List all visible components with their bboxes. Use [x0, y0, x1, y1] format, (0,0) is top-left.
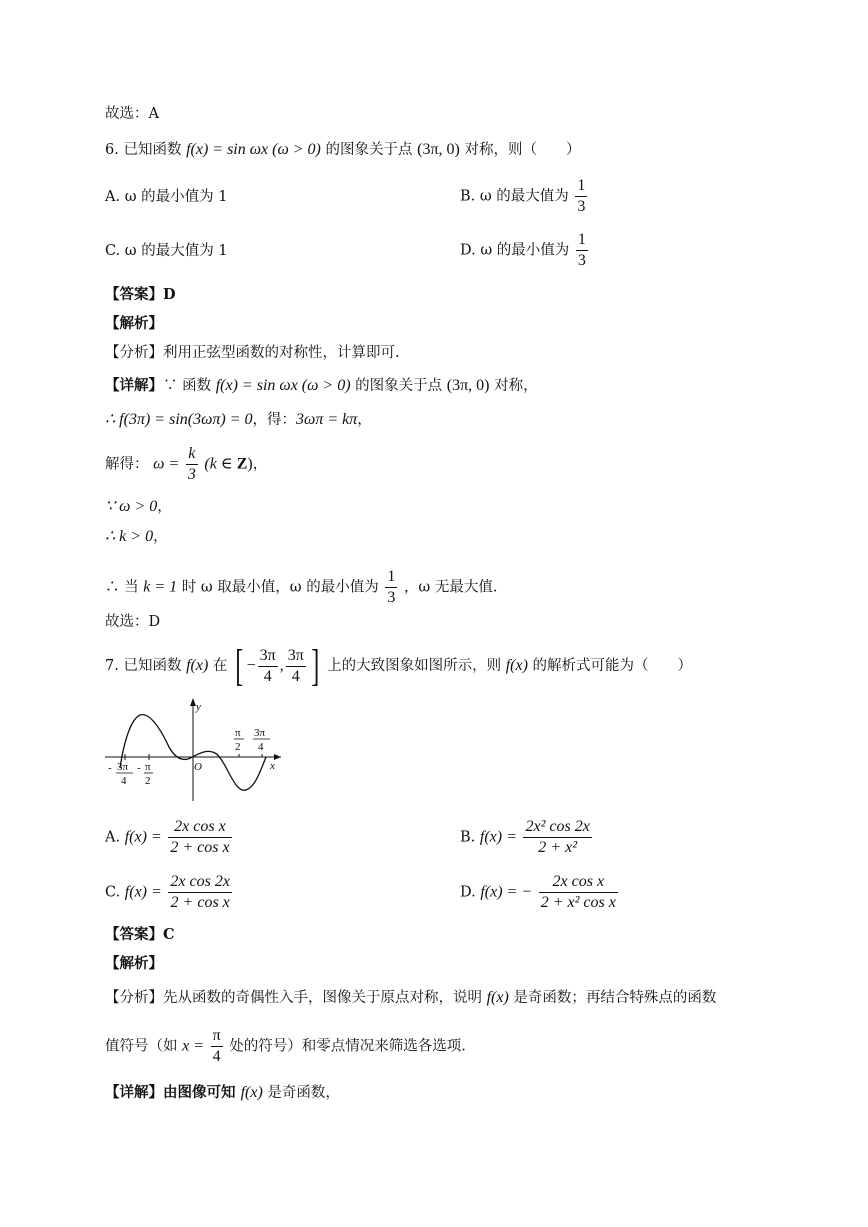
pi-over-4-fraction	[211, 1026, 223, 1067]
detail-text: ，得：	[252, 412, 297, 428]
x-axis-label: x	[270, 760, 275, 772]
q6-option-c: C. ω 的最大值为 1	[105, 243, 228, 259]
q6-option-d-fraction	[576, 230, 588, 271]
option-label: C.	[105, 884, 121, 901]
q6-detail-line-6	[105, 567, 497, 608]
detail-equation: (k ∈	[204, 455, 237, 473]
option-a-fraction	[168, 817, 231, 858]
q7-analysis-line-1	[105, 988, 716, 1008]
option-label: A.	[105, 829, 121, 846]
tick-label-neg-3pi4-num: 3π	[117, 761, 129, 773]
fraction-denominator: 4	[212, 1048, 221, 1065]
q6-option-d-text: D. ω 的最小值为	[460, 242, 570, 259]
analysis-function: f(x)	[486, 989, 509, 1006]
q7-option-d	[460, 872, 620, 913]
fraction-denominator: 3	[387, 589, 396, 606]
origin-label: O	[194, 761, 202, 773]
analysis-text: 是奇函数；再结合特殊点的函数	[508, 990, 717, 1006]
q6-option-d	[460, 230, 590, 271]
q7-detail	[105, 1083, 340, 1103]
q7-option-c	[105, 872, 234, 913]
tick-label-neg-3pi4-den: 4	[121, 775, 127, 787]
q6-stem-mid: 的图象关于点	[325, 142, 413, 158]
detail-label: 【详解】	[105, 377, 163, 394]
q6-stem-suffix: 对称，则（ ）	[464, 142, 581, 158]
q6-option-b	[460, 176, 589, 217]
q7-stem-function: f(x)	[505, 657, 528, 674]
q6-stem-point: (3π, 0)	[417, 141, 460, 158]
detail-text: 【详解】由图像可知	[105, 1084, 241, 1101]
tick-label-neg-pi2-den: 2	[145, 775, 151, 787]
option-d-fraction	[539, 872, 618, 913]
q6-jiexi: 【解析】	[105, 315, 163, 332]
q7-stem	[105, 641, 693, 690]
option-c-fraction	[168, 872, 232, 913]
option-lhs: f(x) =	[479, 828, 517, 846]
detail-text: ，	[157, 499, 172, 515]
interval-left-fraction	[258, 646, 278, 687]
q6-analysis: 【分析】利用正弦型函数的对称性，计算即可.	[105, 345, 400, 361]
q7-option-a	[105, 817, 234, 858]
detail-equation: ∵ ω > 0	[105, 498, 158, 515]
detail-equation: k = 1	[143, 578, 178, 596]
fraction-numerator: 1	[576, 230, 588, 251]
one-third-fraction	[385, 567, 397, 608]
fraction-numerator: 1	[575, 176, 587, 197]
fraction-denominator: 4	[291, 667, 300, 685]
detail-equation: ∴ k > 0	[105, 528, 154, 545]
q6-option-b-fraction	[575, 176, 587, 217]
option-lhs: f(x) =	[124, 828, 162, 846]
fraction-denominator: 2 + cos x	[170, 894, 230, 911]
tick-label-3pi4-den: 4	[258, 741, 264, 753]
fraction-numerator: 3π	[286, 646, 306, 667]
fraction-numerator: 2x cos 2x	[168, 872, 232, 893]
q6-detail-line-4	[105, 497, 172, 517]
option-lhs: f(x) = −	[480, 883, 533, 901]
comma: ,	[279, 657, 284, 674]
fraction-numerator: k	[186, 444, 198, 465]
detail-equation: ∴ f(3π) = sin(3ωπ) = 0	[105, 411, 253, 428]
tick-label-pi2-den: 2	[235, 741, 241, 753]
detail-point: (3π, 0)	[446, 377, 490, 394]
detail-text: 是奇函数，	[262, 1085, 340, 1101]
detail-text: 时 ω 取最小值，ω 的最小值为	[177, 579, 379, 596]
previous-conclusion: 故选：A	[105, 106, 159, 122]
fraction-denominator: 2 + x² cos x	[540, 894, 616, 911]
detail-text: ，	[252, 456, 268, 473]
fraction-denominator: 4	[263, 667, 272, 685]
option-lhs: f(x) =	[124, 883, 162, 901]
q6-answer: 【答案】D	[105, 286, 176, 303]
left-bracket: [	[235, 641, 244, 690]
fraction-numerator: 2x cos x	[539, 872, 618, 893]
q7-stem-suffix: 的解析式可能为（ ）	[532, 658, 693, 674]
detail-text: ，	[357, 412, 372, 428]
detail-text: 对称，	[489, 378, 538, 394]
detail-text: ∵ 函数	[163, 378, 216, 394]
fraction-numerator: 2x cos x	[168, 817, 231, 838]
analysis-text: 处的符号）和零点情况来筛选各选项.	[224, 1038, 466, 1055]
fraction-denominator: 2 + x²	[538, 839, 577, 856]
detail-equation: ω =	[153, 455, 180, 473]
option-b-fraction	[523, 817, 591, 858]
fraction-denominator: 2 + cos x	[170, 839, 230, 856]
q6-stem	[105, 140, 580, 160]
neg-sign-3pi4: -	[108, 762, 112, 774]
right-bracket: ]	[311, 641, 320, 690]
k-over-3-fraction	[186, 444, 198, 485]
q7-jiexi: 【解析】	[105, 955, 163, 972]
q6-conclusion: 故选：D	[105, 614, 161, 630]
detail-text: ，	[153, 529, 168, 545]
function-graph	[105, 696, 285, 806]
detail-function: f(x)	[240, 1084, 263, 1101]
q6-detail-line-2	[105, 410, 372, 430]
fraction-denominator: 3	[577, 252, 586, 269]
q7-stem-text: 上的大致图象如图所示，则	[327, 658, 502, 674]
q6-stem-prefix: 6. 已知函数	[105, 142, 182, 158]
fraction-numerator: π	[211, 1026, 223, 1047]
q7-stem-text: 在	[212, 658, 228, 674]
q7-analysis-line-2	[105, 1026, 466, 1067]
interval-right-fraction	[286, 646, 306, 687]
integer-set-symbol: Z	[236, 455, 248, 473]
q6-detail-line-1	[105, 376, 538, 396]
fraction-denominator: 3	[577, 198, 586, 215]
analysis-equation: x =	[182, 1037, 205, 1055]
fraction-numerator: 3π	[258, 646, 278, 667]
detail-text: ∴ 当	[105, 579, 144, 596]
detail-function: f(x) = sin ωx (ω > 0)	[215, 377, 351, 394]
q7-option-b	[460, 817, 594, 858]
analysis-text: 值符号（如	[105, 1038, 183, 1055]
tick-label-pi2-num: π	[235, 727, 241, 739]
q6-option-b-text: B. ω 的最大值为	[460, 188, 569, 205]
detail-equation: 3ωπ = kπ	[296, 411, 358, 428]
detail-text: ，ω 无最大值.	[403, 579, 498, 596]
neg-sign-pi2: -	[137, 762, 141, 774]
q6-detail-line-5	[105, 527, 168, 547]
y-axis-label: y	[196, 701, 201, 713]
q6-detail-line-3	[105, 444, 267, 485]
fraction-numerator: 2x² cos 2x	[523, 817, 591, 838]
minus-sign: −	[246, 657, 256, 674]
option-label: D.	[460, 884, 476, 901]
q7-stem-function: f(x)	[186, 657, 209, 674]
detail-text: 的图象关于点	[350, 378, 447, 394]
tick-label-3pi4-num: 3π	[254, 727, 266, 739]
fraction-denominator: 3	[187, 466, 196, 483]
q7-stem-prefix: 7. 已知函数	[105, 658, 182, 674]
analysis-text: 【分析】先从函数的奇偶性入手，图像关于原点对称，说明	[105, 990, 487, 1006]
fraction-numerator: 1	[385, 567, 397, 588]
option-label: B.	[460, 829, 476, 846]
x-axis-arrow-icon	[274, 754, 281, 760]
tick-label-neg-pi2-num: π	[145, 761, 151, 773]
q6-option-a: A. ω 的最小值为 1	[105, 189, 228, 205]
q7-answer: 【答案】C	[105, 926, 175, 943]
detail-text: 解得：	[105, 456, 149, 473]
q6-stem-function: f(x) = sin ωx (ω > 0)	[186, 141, 321, 158]
detail-equation: )	[247, 455, 253, 473]
